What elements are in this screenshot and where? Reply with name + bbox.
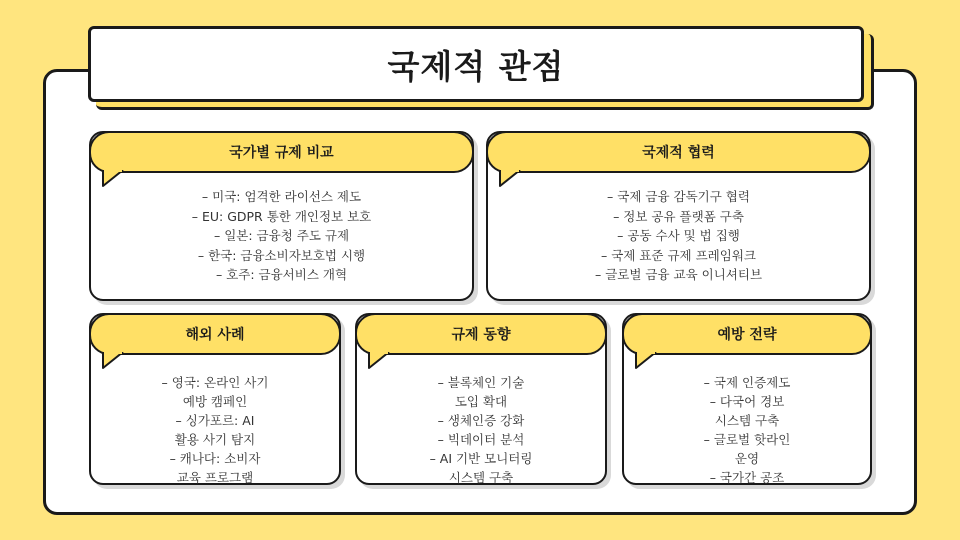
list-item: – 국제 금융 감독기구 협력 [607, 189, 750, 204]
card-header [486, 131, 871, 173]
card-item-list [357, 373, 605, 487]
card-country-regulation [89, 131, 474, 301]
list-item: – 국가간 공조 [709, 470, 785, 485]
speech-tail-icon [101, 352, 129, 370]
list-item: – 공동 수사 및 법 집행 [617, 228, 740, 243]
list-item: – 캐나다: 소비자 [169, 451, 261, 466]
list-item: – 빅데이터 분석 [437, 432, 525, 447]
list-item: – 국제 인증제도 [703, 375, 791, 390]
list-item: – 일본: 금융청 주도 규제 [213, 228, 350, 243]
card-header [622, 313, 872, 355]
card-heading: 국제적 협력 [642, 145, 715, 161]
card-international-cooperation [486, 131, 871, 301]
list-item: 활용 사기 탐지 [174, 432, 256, 447]
speech-tail-icon [634, 352, 662, 370]
list-item: – 호주: 금융서비스 개혁 [215, 267, 348, 282]
list-item: – 글로벌 핫라인 [703, 432, 791, 447]
list-item: – 다국어 경보 [709, 394, 785, 409]
card-item-list [91, 187, 472, 285]
list-item: 도입 확대 [454, 394, 508, 409]
list-item: 교육 프로그램 [176, 470, 254, 485]
card-header [89, 313, 341, 355]
page-title: 국제적 관점 [387, 46, 565, 86]
card-heading: 국가별 규제 비교 [229, 145, 334, 161]
speech-tail-icon [498, 170, 526, 188]
speech-tail-icon [367, 352, 395, 370]
card-prevention-strategy [622, 313, 872, 485]
card-heading: 예방 전략 [717, 327, 777, 343]
list-item: – 미국: 엄격한 라이선스 제도 [201, 189, 362, 204]
card-header [89, 131, 474, 173]
list-item: – 글로벌 금융 교육 이니셔티브 [594, 267, 763, 282]
list-item: – 국제 표준 규제 프레임워크 [601, 247, 756, 263]
list-item: – 정보 공유 플랫폼 구축 [613, 208, 744, 224]
card-regulation-trends [355, 313, 607, 485]
card-heading: 규제 동향 [451, 327, 511, 343]
list-item: – 생체인증 강화 [437, 413, 525, 428]
list-item: – 블록체인 기술 [437, 375, 525, 390]
list-item: – AI 기반 모니터링 [429, 451, 533, 466]
list-item: – 싱가포르: AI [175, 413, 255, 428]
list-item: – 영국: 온라인 사기 [161, 375, 269, 390]
title-box [88, 26, 864, 102]
list-item: – EU: GDPR 통한 개인정보 보호 [191, 208, 372, 224]
card-item-list [91, 373, 339, 487]
card-heading: 해외 사례 [185, 327, 245, 343]
list-item: 운영 [734, 451, 760, 466]
speech-tail-icon [101, 170, 129, 188]
list-item: 시스템 구축 [714, 413, 780, 428]
card-overseas-cases [89, 313, 341, 485]
list-item: 예방 캠페인 [182, 394, 248, 409]
list-item: – 한국: 금융소비자보호법 시행 [197, 247, 366, 263]
card-item-list [624, 373, 870, 487]
list-item: 시스템 구축 [448, 470, 514, 485]
card-header [355, 313, 607, 355]
card-item-list [488, 187, 869, 285]
